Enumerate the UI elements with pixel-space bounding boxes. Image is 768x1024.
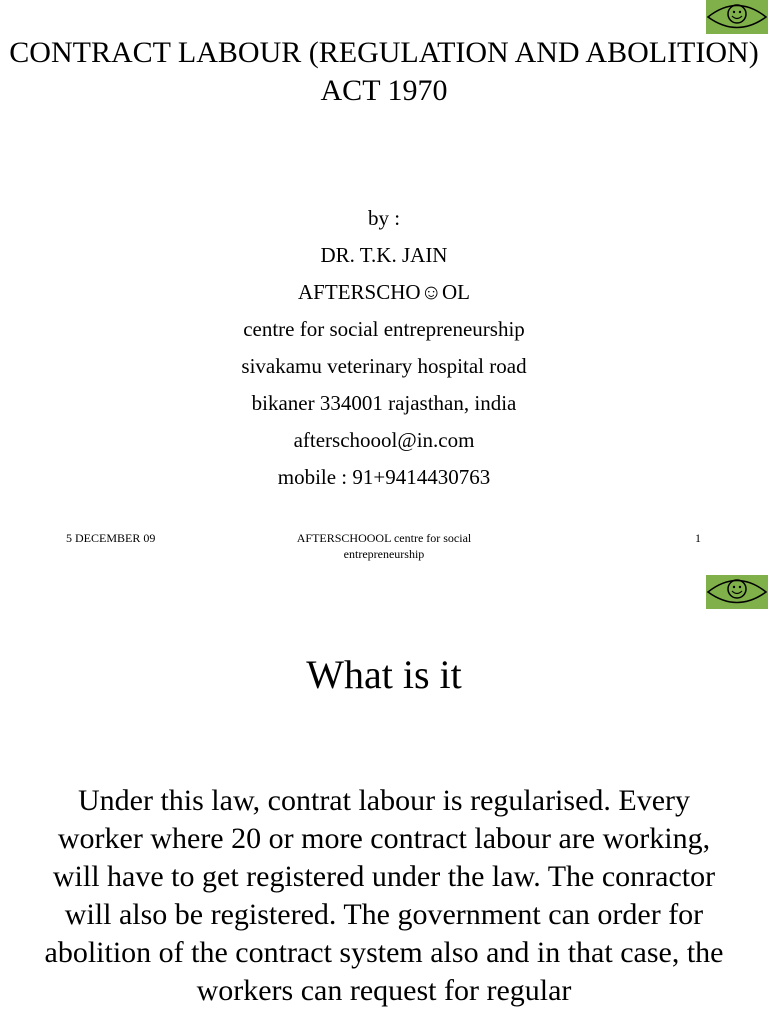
footer-date: 5 DECEMBER 09 [66, 531, 156, 545]
slide-title: CONTRACT LABOUR (REGULATION AND ABOLITION) ACT 1970 [9, 36, 759, 107]
author-line: sivakamu veterinary hospital road [241, 354, 527, 378]
author-email: afterschoool@in.com [293, 428, 475, 452]
slide-2 [0, 572, 768, 1024]
author-line: AFTERSCHO☺OL [298, 280, 470, 304]
footer-center: AFTERSCHOOOL centre for social entrepreneurship [296, 531, 472, 561]
author-block [0, 200, 768, 496]
author-line: centre for social entrepreneurship [243, 317, 525, 341]
slide-body: Under this law, contrat labour is regularised. Every worker where 20 or more contract labour are working, will have to get registered under the law. The conractor will also be registered. The government can order for abolition of the contract system also and in that case, the workers can request for regular [44, 784, 724, 1007]
footer-page-number: 1 [695, 531, 701, 545]
author-line: mobile : 91+9414430763 [277, 465, 491, 489]
author-line: bikaner 334001 rajasthan, india [251, 391, 517, 415]
logo-eye-smiley-icon [706, 575, 768, 609]
slide-title: What is it [306, 652, 462, 697]
logo-eye-smiley-icon [706, 0, 768, 34]
author-line: DR. T.K. JAIN [320, 243, 448, 267]
author-line: by : [367, 206, 401, 230]
